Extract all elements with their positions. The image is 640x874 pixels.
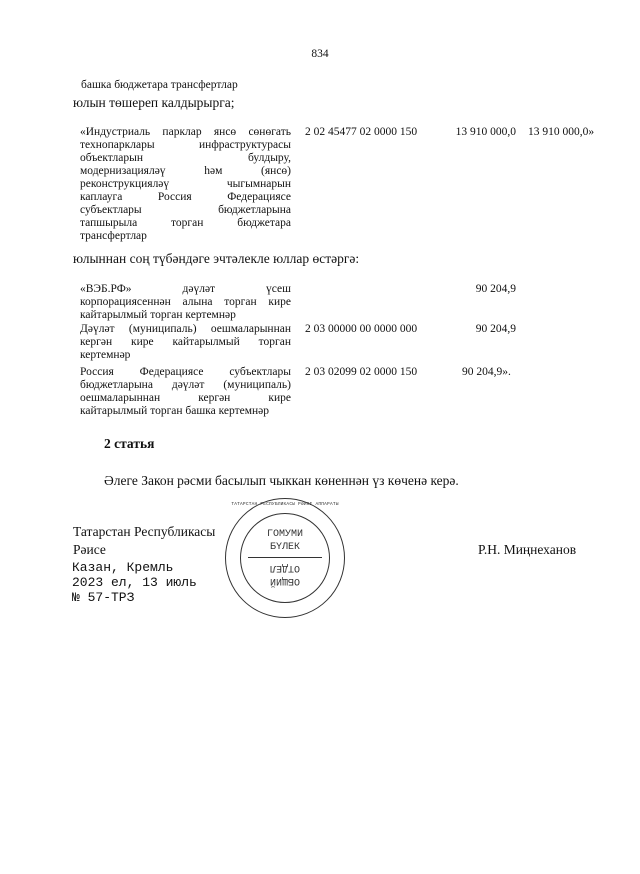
table-row-state-organisations [80, 323, 291, 362]
article-heading: 2 статья [104, 436, 155, 451]
row-text-line: Россия Федерациясе субъектлары [80, 366, 291, 378]
row-text-line: корпорациясеннән алына торган кире [80, 296, 291, 308]
imprint-number: № 57-ТРЗ [72, 590, 135, 605]
signatory-title-line2: Рәисе [73, 542, 106, 557]
table-row-industrial-parks [80, 126, 291, 243]
previous-row-tail: башка бюджетара трансфертлар [81, 79, 238, 91]
row-text-line: субъектлары бюджетларына [80, 204, 291, 216]
row-text-line: «ВЭБ.РФ» дәүләт үсеш [80, 283, 291, 295]
budget-code: 2 03 02099 02 0000 150 [305, 366, 418, 378]
seal-center-bottom-1: ОТДЕЛ [270, 562, 301, 573]
amount: 90 204,9 [475, 283, 516, 295]
row-text-line: каплауга Россия Федерациясе [80, 191, 291, 203]
article-text: Әлеге Закон рәсми басылып чыккан көненнән үз көченә керә. [104, 473, 459, 488]
instruction-add-lines: юлыннан соң түбәндәге эчтәлекле юллар өстәргә: [73, 251, 360, 266]
signatory-title-line1: Татарстан Республикасы [73, 524, 216, 539]
amount: 90 204,9 [475, 323, 516, 335]
row-text-line: оешмаларыннан кергән кире [80, 392, 291, 404]
row-text-line: реконструкцияләү чыгымнарын [80, 178, 291, 190]
seal-center-top: ГОМУМИ [266, 529, 303, 540]
amount-second-year: 13 910 000,0» [528, 126, 595, 138]
row-text-line: кертемнәр [80, 349, 131, 361]
seal-center-bottom-2: ОБЩИЙ [270, 575, 301, 586]
imprint-date: 2023 ел, 13 июль [72, 575, 197, 590]
imprint-place: Казан, Кремль [72, 560, 174, 575]
row-text-line: «Индустриаль парклар янсө сөнөгать [80, 126, 291, 138]
seal-center-mid: БҮЛЕК [269, 542, 300, 553]
amount: 90 204,9». [462, 366, 511, 378]
official-seal [225, 498, 345, 618]
row-text-line: объектларын булдыру, [80, 152, 291, 164]
budget-code: 2 03 00000 00 0000 000 [305, 323, 418, 335]
table-row-rf-subjects [80, 366, 291, 418]
seal-inner-ring [240, 513, 330, 603]
row-text-line: трансфертлар [80, 230, 147, 242]
amount-first-year: 13 910 000,0 [455, 126, 516, 138]
row-text-line: Дәүләт (муниципаль) оешмаларыннан [80, 323, 291, 335]
seal-divider [248, 557, 322, 558]
page-number: 834 [311, 48, 329, 60]
row-text-line: бюджетларына дәүләт (муниципаль) [80, 379, 291, 391]
row-text-line: кайтарылмый торган башка кертемнәр [80, 405, 270, 417]
table-row-veb [80, 283, 291, 322]
row-text-line: кергән кире кайтарылмый торган [80, 336, 291, 348]
instruction-remove-line: юлын төшереп калдырырга; [73, 95, 235, 110]
row-text-line: кайтарылмый торган кертемнәр [80, 309, 236, 321]
row-text-line: технопарклары инфраструктурасы [80, 139, 291, 151]
row-text-line: модернизацияләү һәм (янсө) [80, 165, 291, 177]
seal-ring-text: ТАТАРСТАН РЕСПУБЛИКАСЫ РӘИСЕ АППАРАТЫ [231, 502, 339, 507]
signatory-name: Р.Н. Миңнеханов [478, 542, 577, 557]
row-text-line: тапшырыла торган бюджетара [80, 217, 291, 229]
budget-code: 2 02 45477 02 0000 150 [305, 126, 418, 138]
